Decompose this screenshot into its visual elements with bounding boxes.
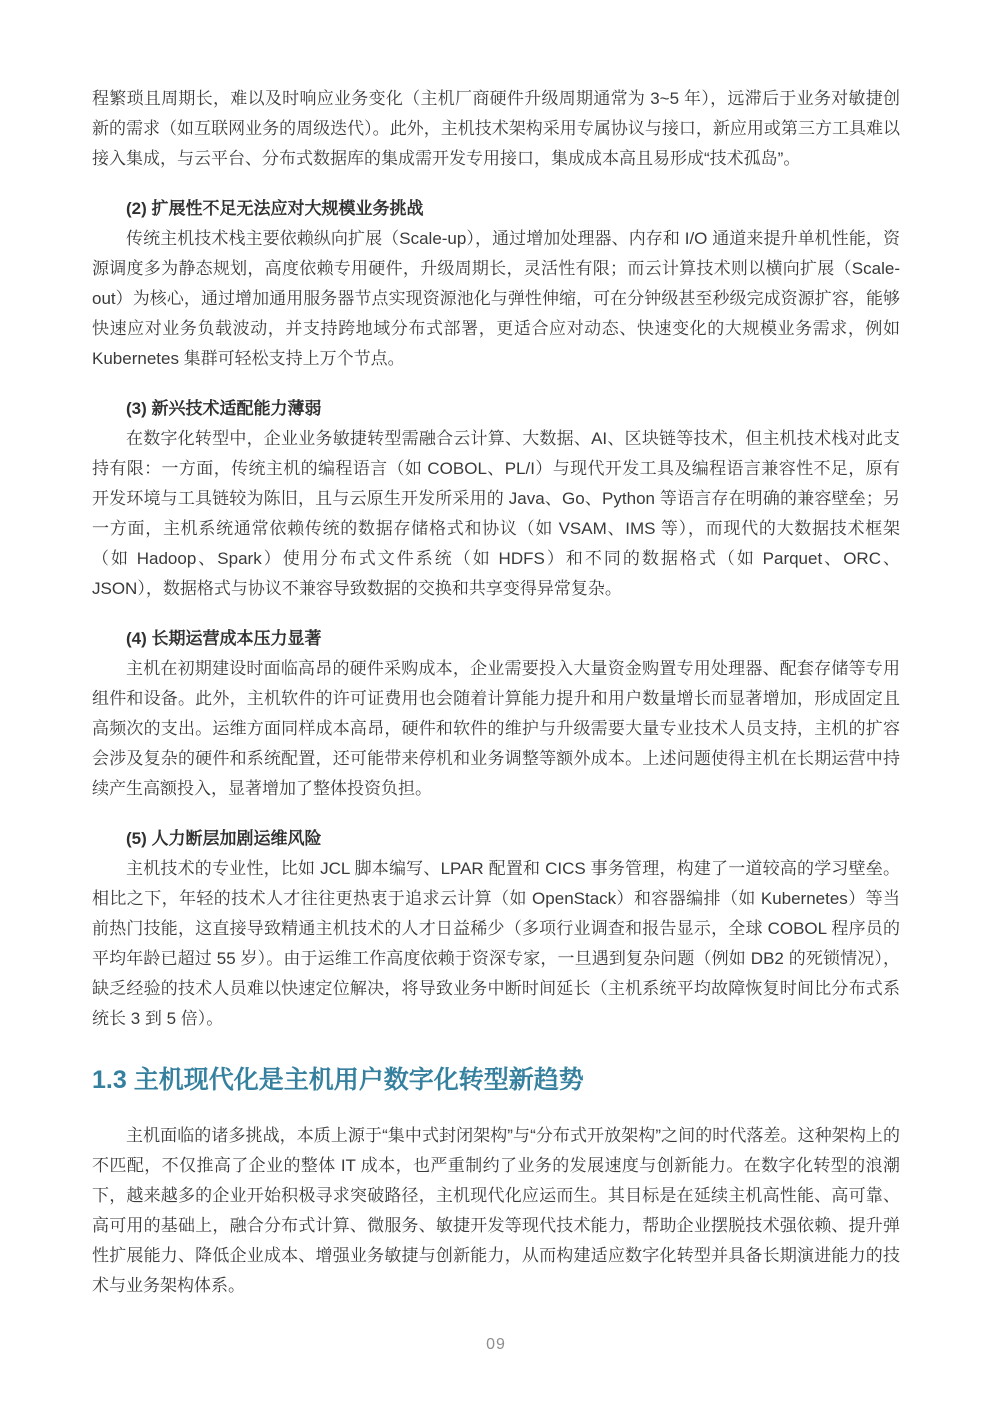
intro-paragraph: 程繁琐且周期长，难以及时响应业务变化（主机厂商硬件升级周期通常为 3~5 年），远滞后于业务对敏捷创新的需求（如互联网业务的周级迭代）。此外，主机技术架构采用专属协议与接口，新应用或第三方工具难以接入集成，与云平台、分布式数据库的集成需开发专用接口，集成成本高且易形成“技术孤岛”。 <box>92 89 900 168</box>
closing-paragraph: 主机面临的诸多挑战，本质上源于“集中式封闭架构”与“分布式开放架构”之间的时代落差。这种架构上的不匹配，不仅推高了企业的整体 IT 成本，也严重制约了业务的发展速度与创新能力。在数字化转型的浪潮下，越来越多的企业开始积极寻求突破路径，主机现代化应运而生。其目标是在延续主机高性能、高可靠、高可用的基础上，融合分布式计算、微服务、敏捷开发等现代技术能力，帮助企业摆脱技术强依赖、提升弹性扩展能力、降低企业成本、增强业务敏捷与创新能力，从而构建适应数字化转型并具备长期演进能力的技术与业务架构体系。 <box>92 1126 900 1295</box>
subheading-scalability: (2) 扩展性不足无法应对大规模业务挑战 <box>126 199 424 218</box>
paragraph-operating-cost: 主机在初期建设时面临高昂的硬件采购成本，企业需要投入大量资金购置专用处理器、配套存储等专用组件和设备。此外，主机软件的许可证费用也会随着计算能力提升和用户数量增长而显著增加，形成固定且高频次的支出。运维方面同样成本高昂，硬件和软件的维护与升级需要大量专业技术人员支持，主机的扩容会涉及复杂的硬件和系统配置，还可能带来停机和业务调整等额外成本。上述问题使得主机在长期运营中持续产生高额投入，显著增加了整体投资负担。 <box>92 659 900 798</box>
subheading-talent-gap: (5) 人力断层加剧运维风险 <box>126 829 322 848</box>
paragraph-emerging-tech: 在数字化转型中，企业业务敏捷转型需融合云计算、大数据、AI、区块链等技术，但主机技术栈对此支持有限：一方面，传统主机的编程语言（如 COBOL、PL/I）与现代开发工具及编程语言兼容性不足，原有开发环境与工具链较为陈旧，且与云原生开发所采用的 Java、Go、Python 等语言存在明确的兼容壁垒；另一方面，主机系统通常依赖传统的数据存储格式和协议（如 VSAM、IMS 等），而现代的大数据技术框架（如 Hadoop、Spark）使用分布式文件系统（如 HDFS）和不同的数据格式（如 Parquet、ORC、JSON），数据格式与协议不兼容导致数据的交换和共享变得异常复杂。 <box>92 429 900 598</box>
subheading-emerging-tech: (3) 新兴技术适配能力薄弱 <box>126 399 322 418</box>
page-content <box>92 84 900 1301</box>
page-number: 09 <box>486 1336 506 1353</box>
paragraph-talent-gap: 主机技术的专业性，比如 JCL 脚本编写、LPAR 配置和 CICS 事务管理，构建了一道较高的学习壁垒。相比之下，年轻的技术人才往往更热衷于追求云计算（如 OpenStack）和容器编排（如 Kubernetes）等当前热门技能，这直接导致精通主机技术的人才日益稀少（多项行业调查和报告显示，全球 COBOL 程序员的平均年龄已超过 55 岁）。由于运维工作高度依赖于资深专家，一旦遇到复杂问题（例如 DB2 的死锁情况），缺乏经验的技术人员难以快速定位解决，将导致业务中断时间延长（主机系统平均故障恢复时间比分布式系统长 3 到 5 倍）。 <box>92 859 900 1028</box>
paragraph-scalability: 传统主机技术栈主要依赖纵向扩展（Scale-up），通过增加处理器、内存和 I/O 通道来提升单机性能，资源调度多为静态规划，高度依赖专用硬件，升级周期长，灵活性有限；而云计算技术则以横向扩展（Scale-out）为核心，通过增加通用服务器节点实现资源池化与弹性伸缩，可在分钟级甚至秒级完成资源扩容，能够快速应对业务负载波动，并支持跨地域分布式部署，更适合应对动态、快速变化的大规模业务需求，例如 Kubernetes 集群可轻松支持上万个节点。 <box>92 229 900 368</box>
chapter-heading-1-3: 1.3 主机现代化是主机用户数字化转型新趋势 <box>92 1066 584 1094</box>
subheading-operating-cost: (4) 长期运营成本压力显著 <box>126 629 322 648</box>
